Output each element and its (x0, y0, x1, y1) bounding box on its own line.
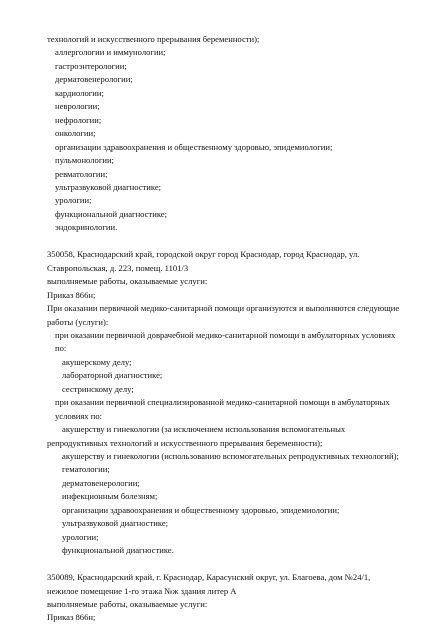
specialty-item: ультразвуковой диагностике; (55, 181, 162, 192)
paragraph-gap (47, 235, 402, 248)
works-label: выполняемые работы, оказываемые услуги: (47, 599, 208, 609)
address-block-blagoeva (47, 571, 402, 625)
service-item: урологии; (62, 531, 99, 542)
list-continuation-line: технологий и искусственного прерывания беременности); (47, 34, 260, 44)
specialty-item: гастроэнтерологии; (55, 60, 127, 71)
service-item: организации здравоохранения и общественному здоровью, эпидемиологии; (62, 504, 340, 515)
order-reference: Приказ 866н; (47, 289, 96, 300)
document-content (47, 33, 402, 625)
address-line: 350058, Краснодарский край, городской округ город Краснодар, город Краснодар, ул. Ставропольская, д. 223, помещ. 1101/3 (47, 249, 360, 273)
primary-care-intro: При оказании первичной медико-санитарной помощи организуются и выполняются следующие работы (услуги): (47, 303, 400, 327)
specialty-item: кардиологии; (55, 87, 104, 98)
specialty-item: нефрологии; (55, 114, 102, 125)
specialized-care-heading: при оказании первичной специализированной медико-санитарной помощи в амбулаторных условиях по: (55, 397, 390, 421)
specialties-list-block (47, 33, 402, 235)
prehospital-care-heading: при оказании первичной доврачебной медико-санитарной помощи в амбулаторных условиях по: (55, 329, 396, 354)
service-item: ультразвуковой диагностике; (62, 518, 169, 529)
specialty-item: ревматологии; (55, 168, 108, 179)
service-item: акушерству и гинекологии (за исключением использования вспомогательных репродуктивных технологий и искусственного прерывания беременности); (47, 424, 346, 448)
service-item: акушерству и гинекологии (использованию вспомогательных репродуктивных технологий); (62, 451, 399, 462)
specialty-item: эндокринологии. (55, 222, 118, 233)
works-label: выполняемые работы, оказываемые услуги: (47, 276, 208, 287)
address-line: 350089, Краснодарский край, г. Краснодар, Карасунский округ, ул. Благоева, дом №24/1, нежилое помещение 1-го этажа №ж здания литер А (47, 572, 371, 596)
specialty-item: неврологии; (55, 101, 100, 112)
service-item: дерматовенерологии; (62, 477, 140, 488)
specialty-item: урологии; (55, 195, 92, 206)
specialty-item: организации здравоохранения и общественному здоровью, эпидемиологии; (55, 141, 333, 152)
service-item: инфекционным болезням; (62, 491, 158, 502)
service-item: сестринскому делу; (62, 383, 134, 394)
specialty-item: дерматовенерологии; (55, 74, 133, 85)
service-item: функциональной диагностике. (62, 545, 174, 556)
paragraph-gap (47, 558, 402, 571)
address-block-stavropolskaya (47, 248, 402, 557)
specialty-item: пульмонологии; (55, 155, 114, 166)
specialty-item: онкологии; (55, 128, 96, 139)
specialty-item: аллергологии и иммунологии; (55, 47, 166, 58)
service-item: лабораторной диагностике; (62, 370, 163, 381)
order-reference: Приказ 866н; (47, 612, 96, 623)
service-item: гематологии; (62, 464, 110, 475)
specialty-item: функциональной диагностике; (55, 208, 168, 219)
service-item: акушерскому делу; (62, 356, 132, 367)
